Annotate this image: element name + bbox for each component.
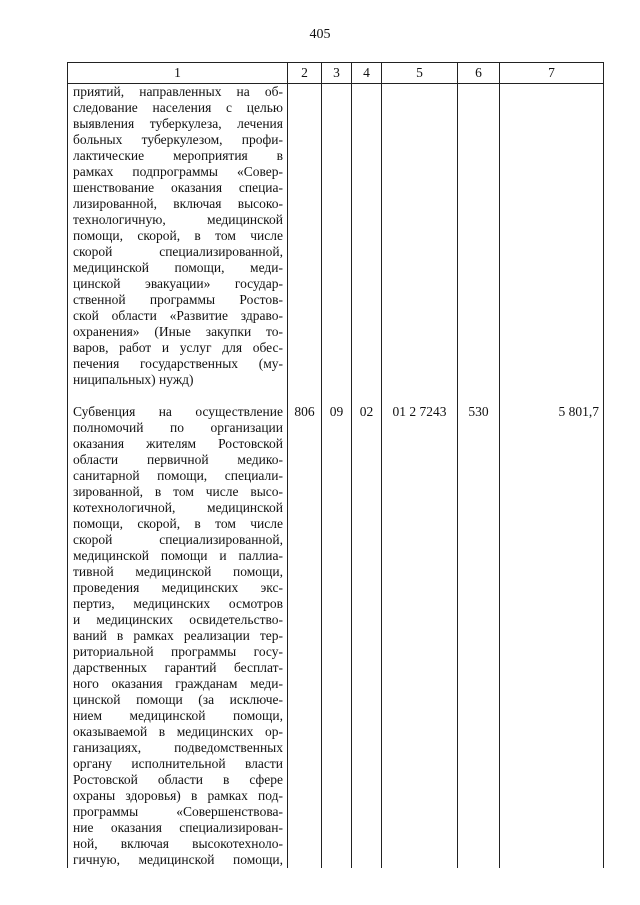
- row2-expense-type: 530: [458, 404, 500, 868]
- desc-line: котехнологичной, медицинской: [73, 500, 283, 515]
- desc-line: органу исполнительной власти: [73, 756, 283, 771]
- spacer-cell: [458, 388, 500, 404]
- desc-line: больных туберкулезом, профи-: [73, 132, 283, 147]
- desc-line: лизированной, включая высоко-: [73, 196, 283, 211]
- desc-line: медицинской помощи, меди-: [73, 260, 283, 275]
- row2-target-article: 01 2 7243: [382, 404, 458, 868]
- desc-line: рамках подпрограммы «Совер-: [73, 164, 283, 179]
- desc-line: дарственных гарантий бесплат-: [73, 660, 283, 675]
- row2-ministry-code: 806: [288, 404, 322, 868]
- desc-line: пертиз, медицинских осмотров: [73, 596, 283, 611]
- desc-line: шенствование оказания специа-: [73, 180, 283, 195]
- desc-line: помощи, скорой, в том числе: [73, 516, 283, 531]
- desc-line: помощи, скорой, в том числе: [73, 228, 283, 243]
- desc-line: приятий, направленных на об-: [73, 84, 283, 99]
- desc-line: нием медицинской помощи,: [73, 708, 283, 723]
- desc-line: риториальной программы госу-: [73, 644, 283, 659]
- desc-line: медицинской помощи и паллиа-: [73, 548, 283, 563]
- row1-col-7: [500, 84, 604, 389]
- budget-table: [67, 62, 604, 868]
- header-row: [68, 63, 604, 84]
- desc-line: ской области «Развитие здраво-: [73, 308, 283, 323]
- row1-col-2: [288, 84, 322, 389]
- desc-line: зированной, в том числе высо-: [73, 484, 283, 499]
- row2-description: [68, 404, 288, 868]
- desc-line: ного оказания гражданам меди-: [73, 676, 283, 691]
- desc-line: тивной медицинской помощи,: [73, 564, 283, 579]
- desc-line: лактические мероприятия в: [73, 148, 283, 163]
- desc-line: программы «Совершенствова-: [73, 804, 283, 819]
- desc-line: скорой специализированной,: [73, 244, 283, 259]
- table-row-continued: [68, 84, 604, 389]
- desc-line: ние оказания специализирован-: [73, 820, 283, 835]
- desc-line: проведения медицинских экс-: [73, 580, 283, 595]
- row2-subsection-code: 02: [352, 404, 382, 868]
- row-spacer: [68, 388, 604, 404]
- row1-col-4: [352, 84, 382, 389]
- desc-line: скорой специализированной,: [73, 532, 283, 547]
- header-col-7: 7: [500, 63, 604, 84]
- desc-line: охраны здоровья) в рамках под-: [73, 788, 283, 803]
- row1-col-3: [322, 84, 352, 389]
- desc-line: цинской помощи (за исключе-: [73, 692, 283, 707]
- row2-section-code: 09: [322, 404, 352, 868]
- desc-line: гичную, медицинской помощи,: [73, 852, 283, 867]
- row1-col-5: [382, 84, 458, 389]
- header-col-3: 3: [322, 63, 352, 84]
- desc-line: оказания жителям Ростовской: [73, 436, 283, 451]
- desc-line: санитарной помощи, специали-: [73, 468, 283, 483]
- spacer-cell: [288, 388, 322, 404]
- desc-line: технологичную, медицинской: [73, 212, 283, 227]
- desc-line: варов, работ и услуг для обес-: [73, 340, 283, 355]
- spacer-cell: [382, 388, 458, 404]
- page-number: 405: [309, 27, 331, 42]
- desc-line: ганизациях, подведомственных: [73, 740, 283, 755]
- row1-col-6: [458, 84, 500, 389]
- desc-line: выявления туберкулеза, лечения: [73, 116, 283, 131]
- desc-line: полномочий по организации: [73, 420, 283, 435]
- row1-description: [68, 84, 288, 389]
- header-col-4: 4: [352, 63, 382, 84]
- desc-line: Ростовской области в сфере: [73, 772, 283, 787]
- spacer-cell: [68, 388, 288, 404]
- table-row: [68, 404, 604, 868]
- spacer-cell: [500, 388, 604, 404]
- desc-line: следование населения с целью: [73, 100, 283, 115]
- desc-line: печения государственных (му-: [73, 356, 283, 371]
- header-col-6: 6: [458, 63, 500, 84]
- row2-amount: 5 801,7: [500, 404, 604, 868]
- desc-line: ной, включая высокотехноло-: [73, 836, 283, 851]
- desc-line: ниципальных) нужд): [73, 372, 194, 387]
- header-col-1: 1: [68, 63, 288, 84]
- desc-line: области первичной медико-: [73, 452, 283, 467]
- desc-line: ственной программы Ростов-: [73, 292, 283, 307]
- header-col-5: 5: [382, 63, 458, 84]
- spacer-cell: [322, 388, 352, 404]
- desc-line: оказываемой в медицинских ор-: [73, 724, 283, 739]
- desc-line: охранения» (Иные закупки то-: [73, 324, 283, 339]
- desc-line: и медицинских освидетельство-: [73, 612, 283, 627]
- header-col-2: 2: [288, 63, 322, 84]
- desc-line: Субвенция на осуществление: [73, 404, 283, 419]
- desc-line: цинской эвакуации» государ-: [73, 276, 283, 291]
- desc-line: ваний в рамках реализации тер-: [73, 628, 283, 643]
- spacer-cell: [352, 388, 382, 404]
